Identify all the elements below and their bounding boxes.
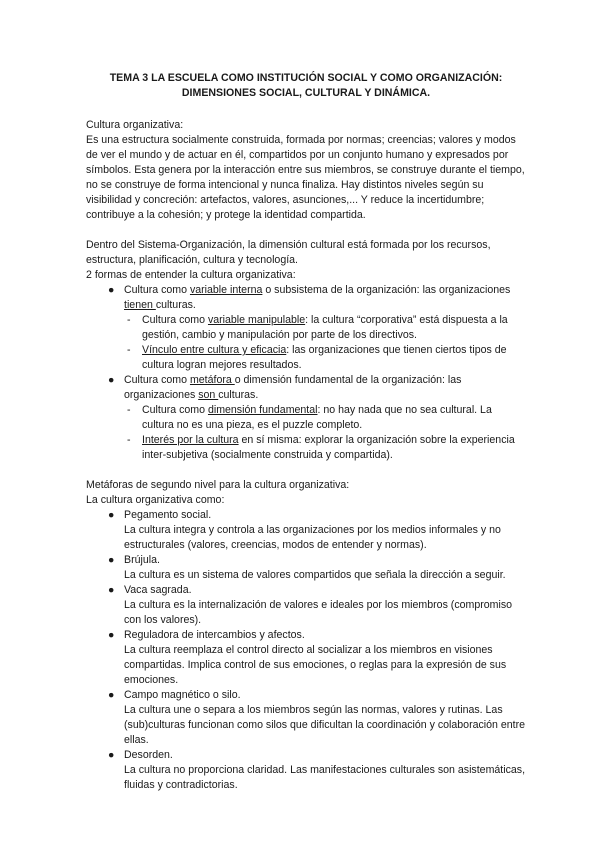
metaphors-list [86, 508, 526, 793]
sub-list-item: - Cultura como dimensión fundamental: no hay nada que no sea cultural. La cultura no es una pieza, es el puzzle completo. [127, 404, 492, 431]
list-item [86, 583, 526, 628]
dash-icon: - [127, 344, 131, 356]
item-desc: La cultura es un sistema de valores compartidos que señala la dirección a seguir. [124, 569, 506, 581]
list-item [86, 553, 526, 583]
dash-icon: - [127, 404, 131, 416]
sub-list-item: - Cultura como variable manipulable: la cultura “corporativa” está dispuesta a la gestión, cambio y manipulación por parte de los directivos. [127, 314, 508, 341]
title-line-2: DIMENSIONES SOCIAL, CULTURAL Y DINÁMICA. [181, 87, 431, 99]
item-title: Campo magnético o silo. [124, 689, 241, 701]
bullet-icon: ● [108, 689, 115, 701]
section2-lead: 2 formas de entender la cultura organizativa: [86, 269, 296, 281]
sub-list-item: - Vínculo entre cultura y eficacia: las organizaciones que tienen ciertos tipos de cultura logran mejores resultados. [127, 344, 507, 371]
dash-icon: - [127, 314, 131, 326]
list-item [86, 688, 526, 748]
bullet-icon: ● [108, 749, 115, 761]
sub-list-item: - Interés por la cultura en sí misma: explorar la organización sobre la experiencia inter-subjetiva (socialmente construida y compartida). [127, 434, 515, 461]
section1-body: Es una estructura socialmente construida, formada por normas; creencias; valores y modos de ver el mundo y de actuar en él, compartidos por un conjunto humano y expresados por símbolos. Esta genera por la interacción entre sus miembros, se construye durante el tiempo, no se construye de forma intencional y nunca finaliza. Hay distintos niveles según su visibilidad y concreción: artefactos, valores, asunciones,... Y reduce la incertidumbre; contribuye a la cohesión; y protege la identidad compartida. [86, 134, 525, 221]
list-item: ● Cultura como metáfora o dimensión fundamental de la organización: las organizaciones son culturas. [108, 374, 462, 401]
list-item [86, 508, 526, 553]
item-title: Brújula. [124, 554, 160, 566]
item-desc: La cultura une o separa a los miembros según las normas, valores y rutinas. Las (sub)culturas funcionan como silos que dificultan la coordinación y colaboración entre ellas. [124, 704, 526, 746]
bullet-icon: ● [108, 629, 115, 641]
section2-intro: Dentro del Sistema-Organización, la dimensión cultural está formada por los recursos, estructura, planificación, cultura y tecnología. [86, 239, 491, 266]
title-line-1: TEMA 3 LA ESCUELA COMO INSTITUCIÓN SOCIAL Y COMO ORGANIZACIÓN: [109, 72, 503, 84]
dash-icon: - [127, 434, 131, 446]
bullet-icon: ● [108, 554, 115, 566]
list-item: ● Cultura como variable interna o subsistema de la organización: las organizaciones tienen culturas. [108, 284, 511, 311]
bullet-icon: ● [108, 284, 115, 296]
bullet-icon: ● [108, 374, 115, 386]
section3-heading: Metáforas de segundo nivel para la cultura organizativa: [86, 479, 350, 491]
item-title: Desorden. [124, 749, 173, 761]
list-item [86, 628, 526, 688]
culture-forms-list [86, 283, 526, 463]
section1-heading: Cultura organizativa: [86, 119, 184, 131]
bullet-icon: ● [108, 584, 115, 596]
document-page [86, 71, 526, 793]
section3-lead: La cultura organizativa como: [86, 494, 225, 506]
bullet-icon: ● [108, 509, 115, 521]
item-desc: La cultura no proporciona claridad. Las manifestaciones culturales son asistemáticas, fluidas y contradictorias. [124, 764, 526, 791]
item-desc: La cultura integra y controla a las organizaciones por los medios informales y no estructurales (valores, creencias, modos de entender y normas). [124, 524, 501, 551]
list-item [86, 748, 526, 793]
item-title: Pegamento social. [124, 509, 212, 521]
document-title [86, 71, 526, 101]
item-desc: La cultura reemplaza el control directo al socializar a los miembros en visiones compartidas. Implica control de sus emociones, o reglas para la expresión de sus emociones. [124, 644, 507, 686]
item-title: Reguladora de intercambios y afectos. [124, 629, 305, 641]
item-title: Vaca sagrada. [124, 584, 192, 596]
item-desc: La cultura es la internalización de valores e ideales por los miembros (compromiso con los valores). [124, 599, 513, 626]
